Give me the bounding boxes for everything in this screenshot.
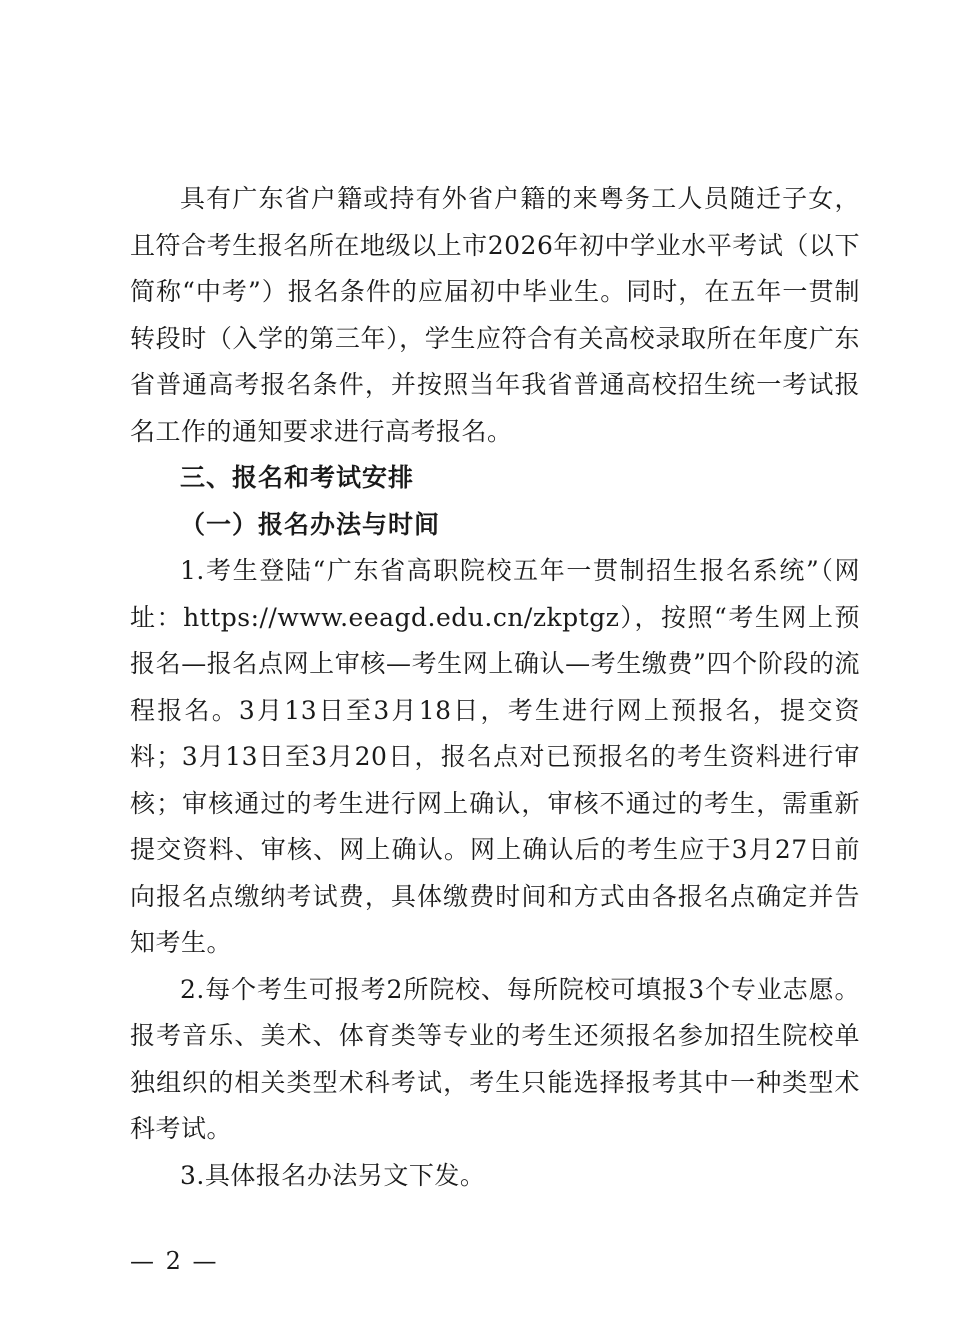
paragraph-item-1-registration-process: 1.考生登陆“广东省高职院校五年一贯制招生报名系统”（网址：https://www.eeagd.edu.cn/zkptgz），按照“考生网上预报名—报名点网上审核—考生网上确认—考生缴费”四个阶段的流程报名。3月13日至3月18日，考生进行网上预报名，提交资料；3月13日至3月20日，报名点对已预报名的考生资料进行审核；审核通过的考生进行网上确认，审核不通过的考生，需重新提交资料、审核、网上确认。网上确认后的考生应于3月27日前向报名点缴纳考试费，具体缴费时间和方式由各报名点确定并告知考生。 [130, 556, 860, 957]
paragraph-item-2-choices: 2.每个考生可报考2所院校、每所院校可填报3个专业志愿。报考音乐、美术、体育类等专业的考生还须报名参加招生院校单独组织的相关类型术科考试，考生只能选择报考其中一种类型术科考试。 [130, 974, 860, 1143]
paragraph-item-3-further-notice: 3.具体报名办法另文下发。 [180, 1160, 486, 1190]
subsection-heading-registration-method: （一）报名办法与时间 [180, 509, 441, 539]
document-body [130, 176, 860, 1199]
paragraph-eligibility: 具有广东省户籍或持有外省户籍的来粤务工人员随迁子女，且符合考生报名所在地级以上市2026年初中学业水平考试（以下简称“中考”）报名条件的应届初中毕业生。同时，在五年一贯制转段时（入学的第三年），学生应符合有关高校录取所在年度广东省普通高考报名条件，并按照当年我省普通高校招生统一考试报名工作的通知要求进行高考报名。 [130, 184, 860, 446]
page-number: — 2 — [130, 1247, 219, 1275]
section-heading-registration-and-exam: 三、报名和考试安排 [180, 463, 415, 492]
